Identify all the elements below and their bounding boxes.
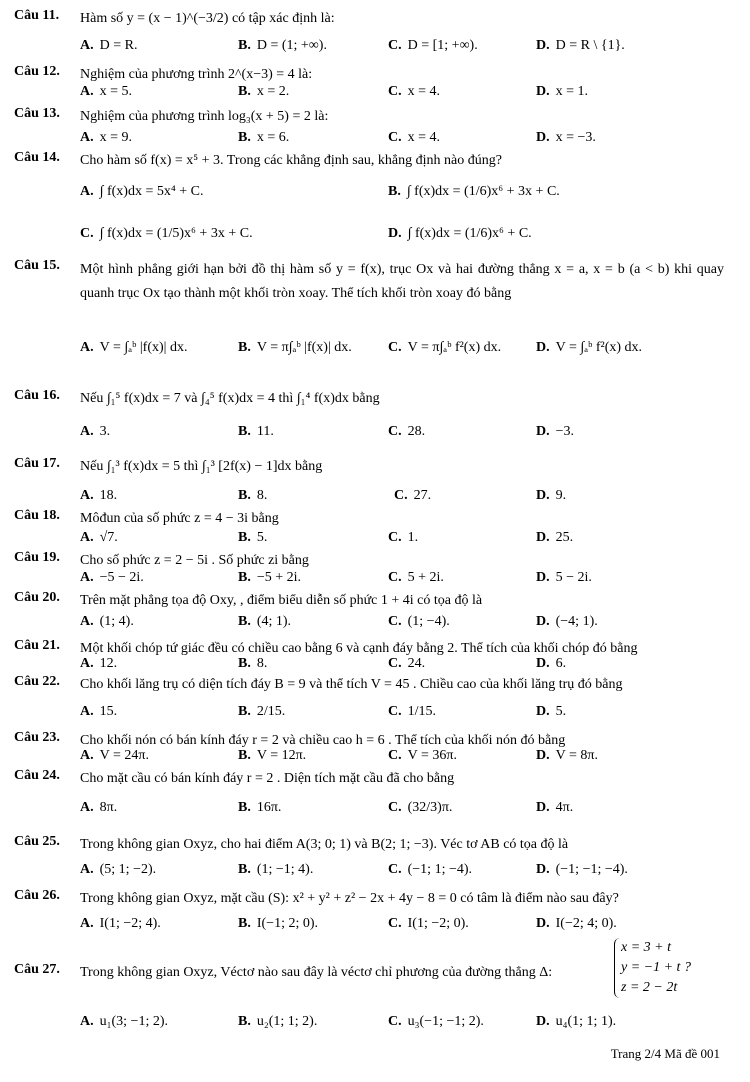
question-text: Cho khối nón có bán kính đáy r = 2 và chiều cao h = 6 . Thể tích của khối nón đó bằng [80,733,566,748]
question-text: Trong không gian Oxyz, mặt cầu (S): x² + y² + z² − 2x + 4y − 8 = 0 có tâm là điểm nào sau đây? [80,891,619,906]
question-label: Câu 16. [14,388,60,403]
question-label: Câu 15. [14,258,60,273]
option-a[interactable]: A. V = ∫ₐᵇ |f(x)| dx. [80,340,188,355]
option-a[interactable]: A. 3. [80,424,111,439]
option-c[interactable]: C. (1; −4). [388,614,450,629]
option-d[interactable]: D. x = 1. [536,84,589,99]
question-text: Nếu ∫₁³ f(x)dx = 5 thì ∫₁³ [2f(x) − 1]dx bằng [80,459,323,474]
question-text: Một hình phẳng giới hạn bởi đồ thị hàm số y = f(x), trục Ox và hai đường thẳng x = a, x = b (a < b) khi quay quanh trục Ox tạo thành một khối tròn xoay. Thể tích khối tròn xoay đó bằng [80,262,724,301]
question-text: Trên mặt phẳng tọa độ Oxy, , điểm biểu diễn số phức 1 + 4i có tọa độ là [80,593,483,608]
question-text: Cho mặt cầu có bán kính đáy r = 2 . Diện tích mặt cầu đã cho bằng [80,771,455,786]
option-c[interactable]: C. (−1; 1; −4). [388,862,473,877]
question-text: Nghiệm của phương trình 2^(x−3) = 4 là: [80,67,313,82]
option-b[interactable]: B. 16π. [238,800,282,815]
option-b[interactable]: B. 8. [238,488,268,503]
option-d[interactable]: D. (−4; 1). [536,614,598,629]
option-c[interactable]: C. (32/3)π. [388,800,453,815]
option-b[interactable]: B. −5 + 2i. [238,570,302,585]
option-a[interactable]: A. √7. [80,530,118,545]
question-text: Trong không gian Oxyz, cho hai điểm A(3; 0; 1) và B(2; 1; −3). Véc tơ AB có tọa độ là [80,837,569,852]
option-a[interactable]: A. 8π. [80,800,118,815]
option-d[interactable]: D. u₄(1; 1; 1). [536,1014,617,1029]
question-text: Nghiệm của phương trình log₃(x + 5) = 2 là: [80,109,329,124]
option-c[interactable]: C. 5 + 2i. [388,570,444,585]
option-b[interactable]: B. V = 12π. [238,748,307,763]
page-footer: Trang 2/4 Mã đề 001 [610,1046,720,1061]
option-a[interactable]: A. u₁(3; −1; 2). [80,1014,169,1029]
option-c[interactable]: C. ∫ f(x)dx = (1/5)x⁶ + 3x + C. [80,226,253,241]
option-d[interactable]: D. D = R \ {1}. [536,38,625,53]
option-a[interactable]: A. 15. [80,704,118,719]
option-a[interactable]: A. x = 5. [80,84,133,99]
option-a[interactable]: A. −5 − 2i. [80,570,144,585]
option-b[interactable]: B. (4; 1). [238,614,292,629]
question-text: Cho khối lăng trụ có diện tích đáy B = 9 và thể tích V = 45 . Chiều cao của khối lăng trụ đó bằng [80,677,623,692]
option-d[interactable]: D. 5 − 2i. [536,570,592,585]
option-a[interactable]: A. 18. [80,488,118,503]
option-c[interactable]: C. x = 4. [388,130,441,145]
option-d[interactable]: D. 5. [536,704,567,719]
option-c[interactable]: C. 1/15. [388,704,437,719]
option-c[interactable]: C. D = [1; +∞). [388,38,478,53]
option-c[interactable]: C. 28. [388,424,426,439]
question-label: Câu 14. [14,150,60,165]
line-equation-system [614,938,691,998]
option-c[interactable]: C. 24. [388,656,426,671]
option-c[interactable]: C. 1. [388,530,419,545]
option-d[interactable]: D. x = −3. [536,130,596,145]
option-a[interactable]: A. ∫ f(x)dx = 5x⁴ + C. [80,184,204,199]
question-label: Câu 20. [14,590,60,605]
question-text: Trong không gian Oxyz, Véctơ nào sau đây là véctơ chỉ phương của đường thẳng Δ: [80,965,553,980]
question-label: Câu 12. [14,64,60,79]
option-b[interactable]: B. x = 6. [238,130,290,145]
question-text: Hàm số y = (x − 1)^(−3/2) có tập xác định là: [80,11,335,26]
option-d[interactable]: D. (−1; −1; −4). [536,862,628,877]
option-c[interactable]: C. V = π∫ₐᵇ f²(x) dx. [388,340,502,355]
question-text: Nếu ∫₁⁵ f(x)dx = 7 và ∫₄⁵ f(x)dx = 4 thì ∫₁⁴ f(x)dx bằng [80,391,380,406]
option-d[interactable]: D. V = 8π. [536,748,598,763]
option-b[interactable]: B. 2/15. [238,704,286,719]
question-label: Câu 19. [14,550,60,565]
option-d[interactable]: D. V = ∫ₐᵇ f²(x) dx. [536,340,643,355]
question-label: Câu 23. [14,730,60,745]
option-a[interactable]: A. (1; 4). [80,614,134,629]
equation-x: x = 3 + t [621,940,671,955]
option-d[interactable]: D. 6. [536,656,567,671]
question-label: Câu 17. [14,456,60,471]
question-text: Một khối chóp tứ giác đều có chiều cao bằng 6 và cạnh đáy bằng 2. Thể tích của khối chóp đó bằng [80,641,638,656]
question-label: Câu 26. [14,888,60,903]
option-b[interactable]: B. (1; −1; 4). [238,862,314,877]
option-c[interactable]: C. 27. [394,488,432,503]
option-a[interactable]: A. D = R. [80,38,138,53]
option-b[interactable]: B. u₂(1; 1; 2). [238,1014,318,1029]
option-c[interactable]: C. x = 4. [388,84,441,99]
question-label: Câu 24. [14,768,60,783]
question-text: Cho hàm số f(x) = x⁵ + 3. Trong các khẳng định sau, khẳng định nào đúng? [80,153,502,168]
option-c[interactable]: C. u₃(−1; −1; 2). [388,1014,484,1029]
question-text: Môđun của số phức z = 4 − 3i bằng [80,511,279,526]
option-d[interactable]: D. 9. [536,488,567,503]
question-label: Câu 22. [14,674,60,689]
option-d[interactable]: D. 4π. [536,800,574,815]
option-a[interactable]: A. (5; 1; −2). [80,862,157,877]
question-label: Câu 27. [14,962,60,977]
question-label: Câu 18. [14,508,60,523]
option-a[interactable]: A. x = 9. [80,130,133,145]
option-a[interactable]: A. 12. [80,656,118,671]
option-c[interactable]: C. I(1; −2; 0). [388,916,469,931]
option-b[interactable]: B. D = (1; +∞). [238,38,327,53]
option-b[interactable]: B. ∫ f(x)dx = (1/6)x⁶ + 3x + C. [388,184,560,199]
equation-z: z = 2 − 2t [621,980,678,995]
option-c[interactable]: C. V = 36π. [388,748,457,763]
option-b[interactable]: B. V = π∫ₐᵇ |f(x)| dx. [238,340,352,355]
option-b[interactable]: B. 8. [238,656,268,671]
option-d[interactable]: D. ∫ f(x)dx = (1/6)x⁶ + C. [388,226,532,241]
option-d[interactable]: D. I(−2; 4; 0). [536,916,617,931]
option-b[interactable]: B. 5. [238,530,268,545]
question-label: Câu 13. [14,106,60,121]
question-label: Câu 21. [14,638,60,653]
question-text: Cho số phức z = 2 − 5i . Số phức zi bằng [80,553,309,568]
equation-y: y = −1 + t ? [621,960,691,975]
option-b[interactable]: B. x = 2. [238,84,290,99]
option-d[interactable]: D. −3. [536,424,575,439]
option-a[interactable]: A. I(1; −2; 4). [80,916,161,931]
question-label: Câu 11. [14,8,60,23]
option-b[interactable]: B. I(−1; 2; 0). [238,916,319,931]
question-label: Câu 25. [14,834,60,849]
option-d[interactable]: D. 25. [536,530,574,545]
option-a[interactable]: A. V = 24π. [80,748,149,763]
option-b[interactable]: B. 11. [238,424,274,439]
